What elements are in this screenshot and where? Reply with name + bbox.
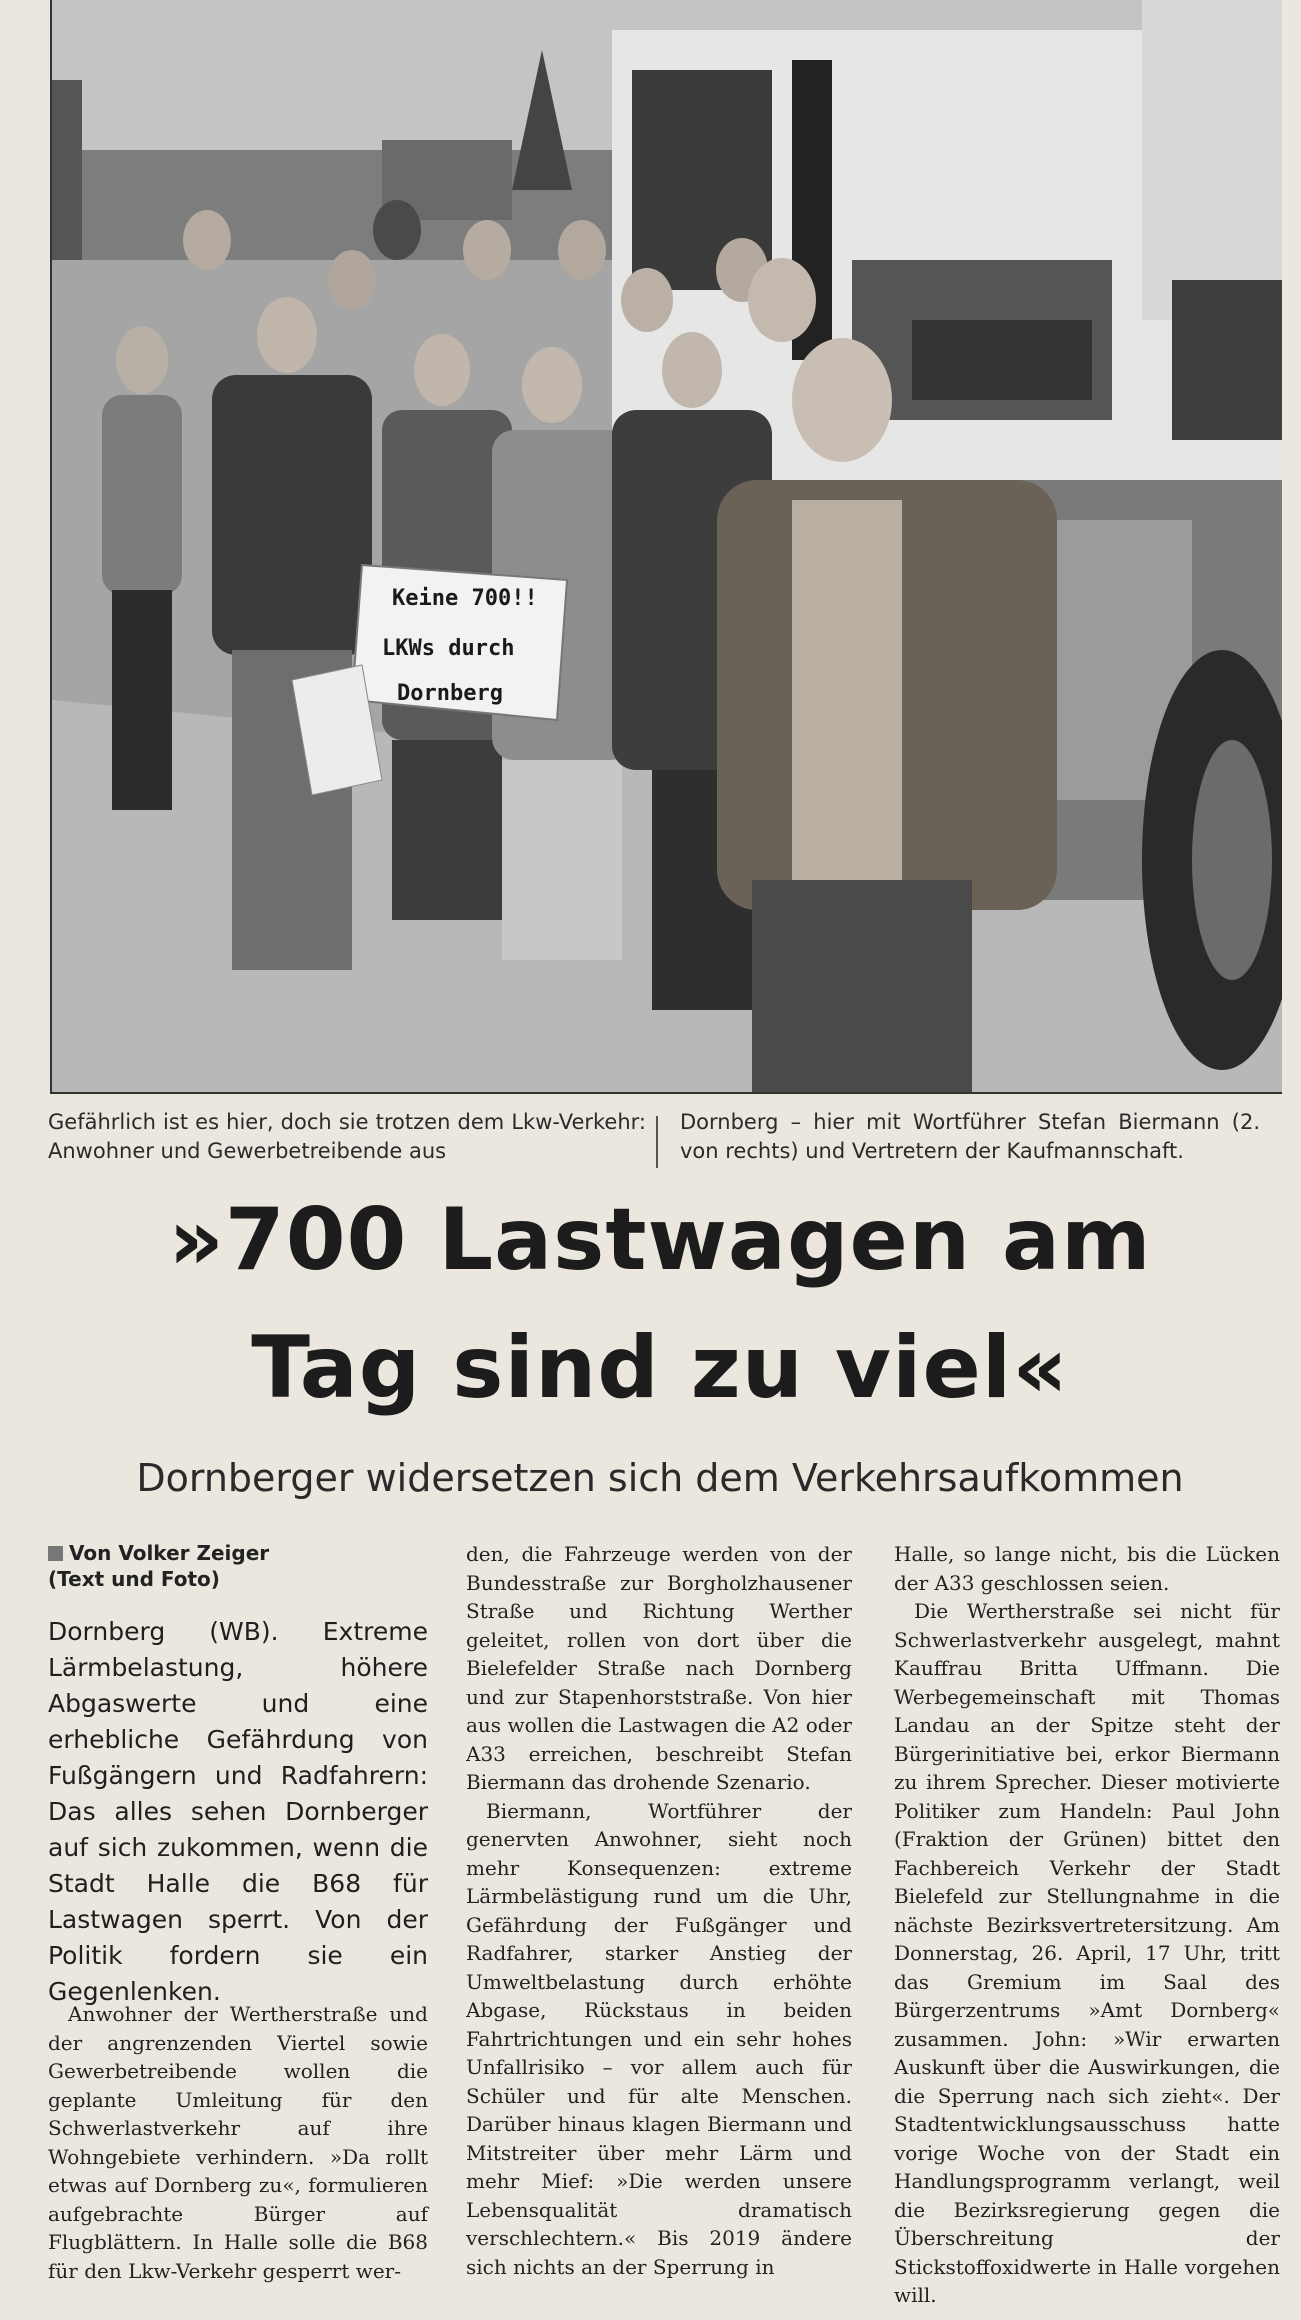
byline — [48, 1540, 269, 1592]
headline-line-1: »700 Lastwagen am — [168, 1190, 1152, 1290]
article-column-2 — [466, 1540, 852, 2281]
byline-author: Von Volker Zeiger — [69, 1541, 270, 1565]
column-2-paragraph-2: Biermann, Wortführer der genervten Anwohner, sieht noch mehr Konsequenzen: extreme Lärmbelästigung rund um die Uhr, Gefährdung der Fußgänger und Radfahrer, starker Anstieg der Umweltbelastung durch erhöhte Abgase, Rückstaus in beiden Fahrtrichtungen und ein sehr hohes Unfallrisiko – vor allem auch für Schüler und für alte Menschen. Darüber hinaus klagen Biermann und Mitstreiter über mehr Lärm und mehr Mief: »Die werden unsere Lebensqualität dramatisch verschlechtern.« Bis 2019 ändere sich nichts an der Sperrung in — [466, 1798, 852, 2279]
sign-line-1: Keine 700!! — [392, 586, 538, 611]
article-photo — [50, 0, 1282, 1094]
photo-caption-right: Dornberg – hier mit Wortführer Stefan Biermann (2. von rechts) und Vertretern der Kaufmannschaft. — [680, 1110, 1260, 1163]
article-column-1: Anwohner der Wertherstraße und der angrenzenden Viertel sowie Gewerbetreibende wollen die geplante Umleitung für den Schwerlastverkehr auf ihre Wohngebiete verhindern. »Da rollt etwas auf Dornberg zu«, formulieren aufgebrachte Bürger auf Flugblättern. In Halle solle die B68 für den Lkw-Verkehr gesperrt wer- — [48, 2002, 428, 2283]
column-2-paragraph-1: den, die Fahrzeuge werden von der Bundesstraße zur Borgholzhausener Straße und Richtung Werther geleitet, rollen von dort über die Bielefelder Straße nach Dornberg und zur Stapenhorststraße. Von hier aus wollen die Lastwagen die A2 oder A33 erreichen, beschreibt Stefan Biermann das drohende Szenario. — [466, 1542, 852, 1794]
column-3-paragraph-2: Die Wertherstraße sei nicht für Schwerlastverkehr ausgelegt, mahnt Kauffrau Britta Uffmann. Die Werbegemeinschaft mit Thomas Landau an der Spitze steht der Bürgerinitiative bei, erkor Biermann zu ihrem Sprecher. Dieser motivierte Politiker zum Handeln: Paul John (Fraktion der Grünen) bittet den Fachbereich Verkehr der Stadt Bielefeld zur Stellungnahme in die nächste Bezirksvertretersitzung. Am Donnerstag, 26. April, 17 Uhr, tritt das Gremium im Saal des Bürgerzentrums »Amt Dornberg« zusammen. John: »Wir erwarten Auskunft über die Auswirkungen, die die Sperrung nach sich zieht«. Der Stadtentwicklungsausschuss hatte vorige Woche von der Stadt ein Handlungsprogramm verlangt, weil die Bezirksregierung gegen die Überschreitung der Stickstoffoxidwerte in Halle vorgehen will. — [894, 1599, 1280, 2307]
headline-line-2: Tag sind zu viel« — [251, 1318, 1069, 1418]
photo-illustration — [52, 0, 1282, 1092]
byline-credit: (Text und Foto) — [48, 1567, 220, 1591]
article-lead: Dornberg (WB). Extreme Lärmbelastung, höhere Abgaswerte und eine erhebliche Gefährdung von Fußgängern und Radfahrern: Das alles sehen Dornberger auf sich zukommen, wenn die Stadt Halle die B68 für Lastwagen sperrt. Von der Politik fordern sie ein Gegenlenken. — [48, 1617, 428, 2006]
caption-divider — [656, 1116, 658, 1168]
subheadline: Dornberger widersetzen sich dem Verkehrsaufkommen — [136, 1456, 1184, 1500]
sign-line-3: Dornberg — [397, 681, 503, 706]
column-3-paragraph-1: Halle, so lange nicht, bis die Lücken der A33 geschlossen seien. — [894, 1542, 1280, 1595]
protest-sign — [352, 565, 567, 720]
photo-caption-left: Gefährlich ist es hier, doch sie trotzen dem Lkw-Verkehr: Anwohner und Gewerbetreibende aus — [48, 1110, 646, 1163]
sign-line-2: LKWs durch — [382, 636, 515, 661]
byline-square-icon — [48, 1546, 63, 1561]
article-column-3 — [894, 1540, 1280, 2310]
